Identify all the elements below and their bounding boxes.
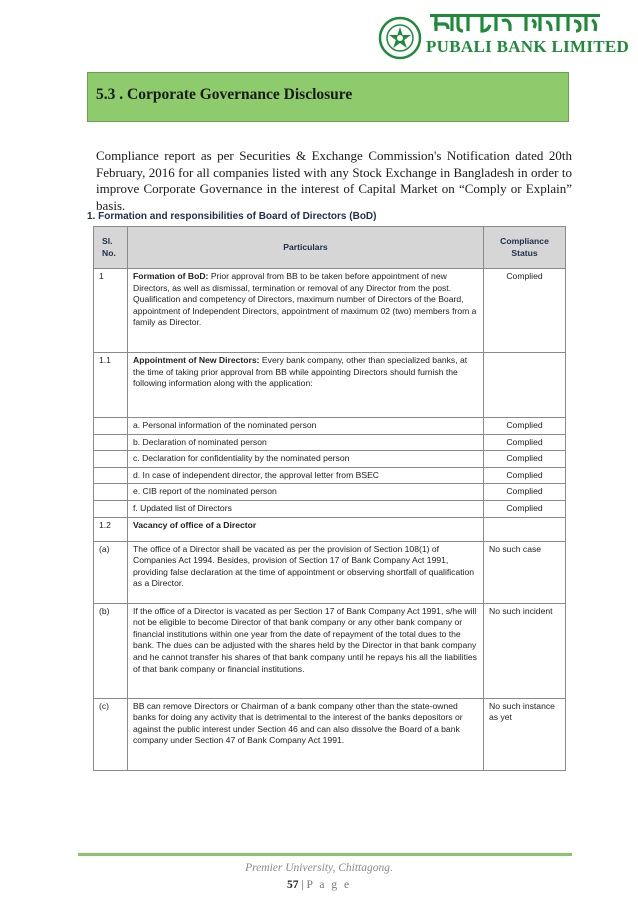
sub-item-text: a. Personal information of the nominated person	[128, 418, 484, 435]
table-row	[94, 418, 566, 435]
bank-name-english: PUBALI BANK LIMITED	[426, 37, 630, 56]
header-particulars: Particulars	[128, 227, 484, 269]
table-row	[94, 269, 566, 353]
footer-divider	[78, 853, 572, 856]
row-sl: (c)	[94, 698, 128, 770]
row-label: Appointment of New Directors:	[133, 355, 260, 365]
table-row	[94, 353, 566, 418]
bank-emblem-icon	[378, 16, 422, 60]
row-sl	[94, 484, 128, 501]
bank-name-bangla	[430, 12, 600, 36]
row-status: No such case	[484, 541, 566, 603]
table-row	[94, 434, 566, 451]
table-row	[94, 451, 566, 468]
governance-table	[93, 226, 566, 771]
table-header-row	[94, 227, 566, 269]
table-row	[94, 467, 566, 484]
sub-item-text: c. Declaration for confidentiality by the nominated person	[128, 451, 484, 468]
row-status	[484, 353, 566, 418]
row-status: Complied	[484, 269, 566, 353]
sub-item-status: Complied	[484, 500, 566, 517]
row-sl: 1	[94, 269, 128, 353]
table-row	[94, 698, 566, 770]
sub-item-status: Complied	[484, 467, 566, 484]
table-row	[94, 484, 566, 501]
table-row	[94, 603, 566, 698]
footer-page-number	[0, 879, 638, 891]
sub-item-status: Complied	[484, 451, 566, 468]
row-status: No such instance as yet	[484, 698, 566, 770]
bank-logo	[378, 12, 630, 64]
row-status: No such incident	[484, 603, 566, 698]
row-sl	[94, 467, 128, 484]
intro-paragraph: Compliance report as per Securities & Exchange Commission's Notification dated 20th February, 2016 for all companies listed with any Stock Exchange in Bangladesh in order to improve Corporate Governance in the interest of Capital Market on “Comply or Explain” basis.	[96, 148, 572, 213]
header-status: Compliance Status	[484, 227, 566, 269]
header-sl: Sl. No.	[94, 227, 128, 269]
row-text: Every bank company, other than specialized banks, at the time of taking prior approval from BB while appointing Directors should furnish the following information along with the application:	[133, 355, 468, 389]
page-word: P a g e	[306, 879, 352, 891]
row-particulars: The office of a Director shall be vacated as per the provision of Section 108(1) of Companies Act 1994. Besides, provision of Section 17 of Bank Company Act 1991, providing false declaration at the time of appointment or observing shortfall of qualification as a Director.	[128, 541, 484, 603]
page-separator: |	[298, 879, 307, 891]
row-sl: (b)	[94, 603, 128, 698]
sub-item-text: e. CIB report of the nominated person	[128, 484, 484, 501]
row-particulars	[128, 353, 484, 418]
sub-item-status: Complied	[484, 434, 566, 451]
sub-item-status: Complied	[484, 418, 566, 435]
footer-university: Premier University, Chittagong.	[245, 862, 393, 874]
section-title: 5.3 . Corporate Governance Disclosure	[96, 86, 353, 103]
row-sl: 1.2	[94, 517, 128, 541]
table-row	[94, 517, 566, 541]
sub-item-status: Complied	[484, 484, 566, 501]
row-sl	[94, 451, 128, 468]
table-row	[94, 500, 566, 517]
sub-item-text: f. Updated list of Directors	[128, 500, 484, 517]
section-title-box	[87, 72, 569, 122]
row-sl	[94, 418, 128, 435]
row-sl	[94, 500, 128, 517]
sub-item-text: b. Declaration of nominated person	[128, 434, 484, 451]
row-label: Formation of BoD:	[133, 271, 209, 281]
table-row	[94, 541, 566, 603]
table-heading: 1. Formation and responsibilities of Board of Directors (BoD)	[87, 211, 377, 222]
row-status	[484, 517, 566, 541]
row-text: Prior approval from BB to be taken before appointment of new Directors, as well as dismissal, termination or removal of any Director from the post. Qualification and competency of Directors, maximum number of Directors of the Board, appointment of Independent Directors, appointment of maximum 02 (two) members from a family as Director.	[133, 271, 477, 328]
row-sl: 1.1	[94, 353, 128, 418]
row-sl: (a)	[94, 541, 128, 603]
row-particulars: Vacancy of office of a Director	[128, 517, 484, 541]
row-sl	[94, 434, 128, 451]
sub-item-text: d. In case of independent director, the approval letter from BSEC	[128, 467, 484, 484]
row-particulars	[128, 269, 484, 353]
bangla-wordmark-icon	[430, 12, 600, 36]
row-particulars: If the office of a Director is vacated as per Section 17 of Bank Company Act 1991, s/he will not be eligible to become Director of that bank company or any other bank company or financial institutions within one year from the date of repayment of the total dues to the bank. The dues can be adjusted with the shares held by the Director in that bank company and he cannot transfer his shares of that bank company until he repays his all the liabilities of that bank company or financial institutions.	[128, 603, 484, 698]
page-number: 57	[286, 879, 299, 891]
row-particulars: BB can remove Directors or Chairman of a bank company other than the state-owned banks for doing any activity that is detrimental to the interest of the banks depositors or against the public interest under Section 46 and can also dissolve the Board of a bank company under Section 47 of Bank Company Act 1991.	[128, 698, 484, 770]
